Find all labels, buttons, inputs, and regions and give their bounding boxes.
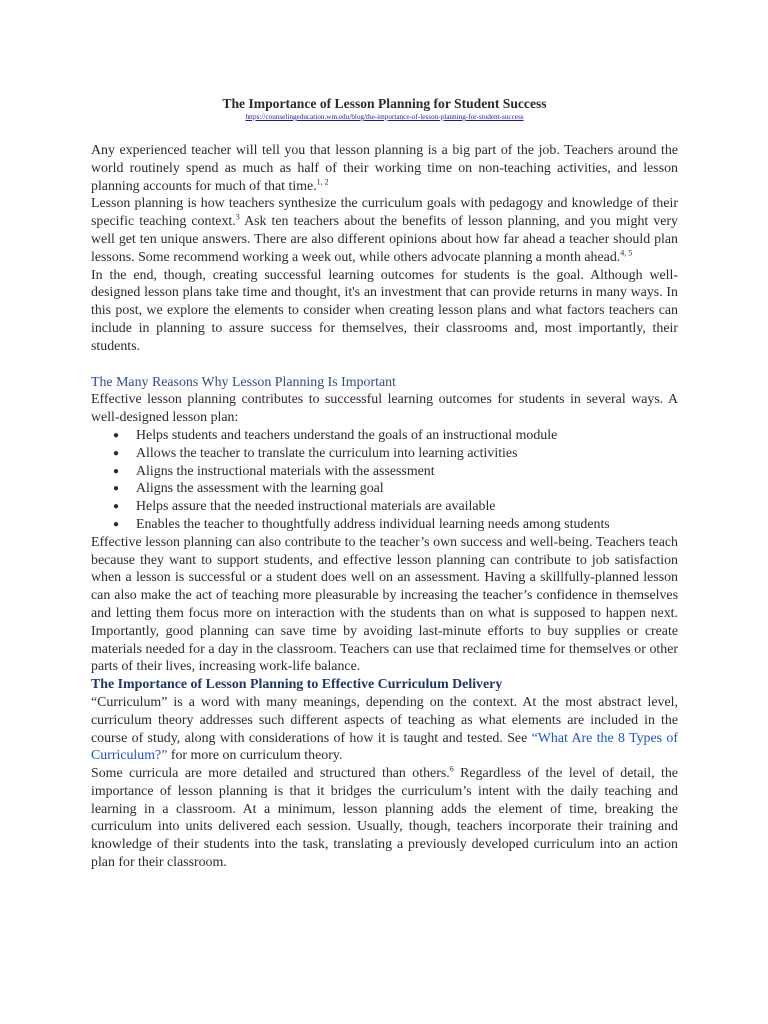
intro-p2-text-a: Lesson planning is how teachers synthesize the curriculum goals with pedagogy and knowledge of their specific teaching context. [91,196,678,230]
section1-closing: Effective lesson planning can also contribute to the teacher’s own success and well-being. Teachers teach because they want to support students, and effective lesson planning can contribute to job satisfaction when a lesson is successful or a student does well on an assessment. Having a skillfully-planned lesson can also make the act of teaching more pleasurable by increasing the teacher’s confidence in themselves and letting them focus more on interaction with the students than on what is supposed to happen next. Importantly, good planning can save time by avoiding last-minute efforts to buy supplies or create materials needed for a day in the classroom. Teachers can use that reclaimed time for themselves or other parts of their lives, increasing work-life balance. [91,534,678,675]
footnote-ref: 4, 5 [620,248,633,258]
list-item: ● Enables the teacher to thoughtfully address individual learning needs among students [113,516,610,532]
bullet-icon: ● [113,465,120,477]
list-item: ● Aligns the instructional materials with the assessment [113,463,435,479]
list-item: ● Helps students and teachers understand the goals of an instructional module [113,427,558,443]
bullet-icon: ● [113,518,120,530]
curriculum-types-link[interactable]: “What Are the 8 Types of Curriculum?” [91,730,678,764]
section1-lead: Effective lesson planning contributes to successful learning outcomes for students in several ways. A well-designed lesson plan: [91,392,678,426]
intro-paragraph-2 [91,195,678,266]
benefits-list [91,427,678,534]
bullet-icon: ● [113,501,120,513]
footnote-ref: 3 [235,212,240,222]
intro-p2-text-b: Ask ten teachers about the benefits of lesson planning, and you might very well get ten unique answers. There are also different opinions about how far ahead a teacher should plan lessons. Some recommend working a week out, while others advocate planning a month ahead. [91,214,679,265]
section-heading-reasons: The Many Reasons Why Lesson Planning Is Important [91,374,396,390]
list-item: ● Aligns the assessment with the learning goal [113,481,384,497]
source-url-link[interactable]: https://counselingeducation.wm.edu/blog/the-importance-of-lesson-planning-for-student-success [245,113,524,121]
bullet-icon: ● [113,483,120,495]
intro-paragraph-3: In the end, though, creating successful learning outcomes for students is the goal. Although well-designed lesson plans take time and thought, it's an investment that can provide returns in many ways. In this post, we explore the elements to consider when creating lesson plans and what factors teachers can include in planning to assure success for themselves, their classrooms and, most importantly, their students. [91,267,678,354]
section-heading-curriculum: The Importance of Lesson Planning to Effective Curriculum Delivery [91,677,503,693]
footnote-ref: 6 [449,764,454,774]
list-item: ● Helps assure that the needed instructional materials are available [113,499,496,515]
document-title: The Importance of Lesson Planning for Student Success [222,96,547,111]
section2-paragraph-1: “Curriculum” is a word with many meanings, depending on the context. At the most abstract level, curriculum theory addresses such different aspects of teaching as what elements are included in the course of study, along with considerations of how it is taught and tested. See “What Are the 8 Types of Curriculum?” for more on curriculum theory. [91,694,678,764]
intro-p1-text: Any experienced teacher will tell you that lesson planning is a big part of the job. Teachers around the world routinely spend as much as half of their working time on non-teaching activities, and lesson planning accounts for much of that time. [91,143,678,194]
list-item: ● Allows the teacher to translate the curriculum into learning activities [113,445,518,461]
intro-paragraph-1 [91,142,678,195]
bullet-icon: ● [113,447,120,459]
section2-paragraph-2: Some curricula are more detailed and structured than others.$^6$ Regardless of the level of detail, the importance of lesson planning is that it bridges the curriculum’s intent with the daily teaching and learning in a classroom. At a minimum, lesson planning adds the element of time, breaking the curriculum into units delivered each session. Usually, though, teachers incorporate their training and knowledge of their students into the task, translating a previously developed curriculum into an action plan for their classroom. [91,764,678,871]
footnote-ref: 1, 2 [316,176,329,186]
bullet-icon: ● [113,429,120,441]
